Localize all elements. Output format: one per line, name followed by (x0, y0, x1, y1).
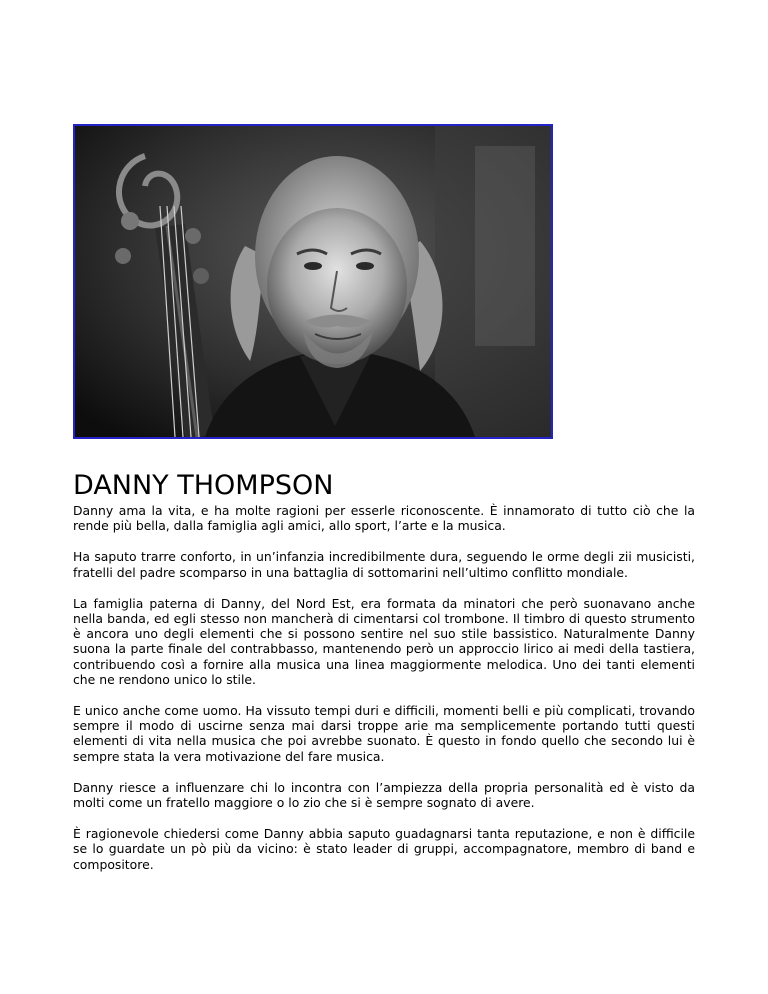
paragraph: Danny riesce a influenzare chi lo incontra con l’ampiezza della propria personalità ed è visto da molti come un fratello maggiore o lo zio che si è sempre sognato di avere. (73, 779, 695, 811)
paragraph: Danny ama la vita, e ha molte ragioni per esserle riconoscente. È innamorato di tutto ciò che la rende più bella, dalla famiglia agli amici, allo sport, l’arte e la musica. (73, 503, 695, 534)
portrait-photo (73, 124, 553, 439)
article-body (73, 503, 695, 888)
paragraph: È ragionevole chiedersi come Danny abbia saputo guadagnarsi tanta reputazione, e non è difficile se lo guardate un pò più da vicino: è stato leader di gruppi, accompagnatore, membro di band e compositore. (73, 826, 695, 872)
paragraph: La famiglia paterna di Danny, del Nord Est, era formata da minatori che però suonavano anche nella banda, ed egli stesso non mancherà di cimentarsi col trombone. Il timbro di questo strumento è ancora uno degli elementi che si possono sentire nel suo stile bassistico. Naturalmente Danny suona la parte finale del contrabbasso, mantenendo però un approccio lirico ai medi della tastiera, contribuendo così a fornire alla musica una linea maggiormente melodica. Uno dei tanti elementi che ne rendono unico lo stile. (73, 595, 695, 687)
page-title: DANNY THOMPSON (73, 470, 334, 501)
paragraph: Ha saputo trarre conforto, in un’infanzia incredibilmente dura, seguendo le orme degli zii musicisti, fratelli del padre scomparso in una battaglia di sottomarini nell’ultimo conflitto mondiale. (73, 549, 695, 580)
paragraph: E unico anche come uomo. Ha vissuto tempi duri e difficili, momenti belli e più complicati, trovando sempre il modo di uscirne senza mai darsi troppe arie ma semplicemente portando tutti questi elementi di vita nella musica che poi avrebbe suonato. È questo in fondo quello che secondo lui è sempre stata la vera motivazione del fare musica. (73, 703, 695, 764)
portrait-photo-icon (75, 126, 551, 437)
